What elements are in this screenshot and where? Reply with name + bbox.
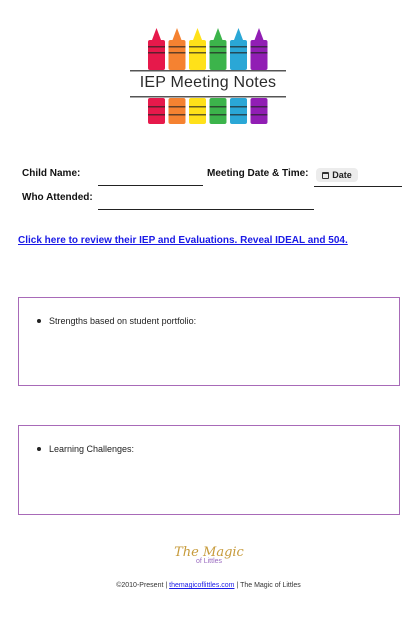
strengths-box[interactable] <box>18 297 400 386</box>
child-name-line[interactable] <box>98 185 203 186</box>
brand-logo <box>168 545 250 575</box>
child-name-label: Child Name: <box>22 168 81 179</box>
who-attended-label: Who Attended: <box>22 192 93 203</box>
learning-challenges-box[interactable] <box>18 425 400 515</box>
date-chip[interactable] <box>316 168 358 182</box>
strengths-item <box>37 316 196 326</box>
calendar-icon <box>322 172 329 179</box>
meeting-date-line[interactable] <box>314 186 402 187</box>
date-chip-label: Date <box>332 170 352 180</box>
page-title: IEP Meeting Notes <box>139 74 277 91</box>
learning-challenges-item <box>37 444 134 454</box>
bullet-icon <box>37 319 41 323</box>
footer-prefix: ©2010-Present | <box>116 582 170 589</box>
logo-script-text: The Magic <box>174 545 244 560</box>
learning-challenges-label: Learning Challenges: <box>49 444 135 454</box>
logo-sub-text: of Littles <box>195 558 223 565</box>
meeting-date-label: Meeting Date & Time: <box>207 168 309 179</box>
bullet-icon <box>37 447 41 451</box>
footer <box>0 582 417 589</box>
footer-site-link[interactable]: themagicoflittles.com <box>169 582 235 589</box>
who-attended-line[interactable] <box>98 209 314 210</box>
strengths-label: Strengths based on student portfolio: <box>49 316 197 326</box>
review-iep-link[interactable]: Click here to review their IEP and Evaluations. Reveal IDEAL and 504. <box>18 235 348 246</box>
footer-suffix: | The Magic of Littles <box>234 582 301 589</box>
